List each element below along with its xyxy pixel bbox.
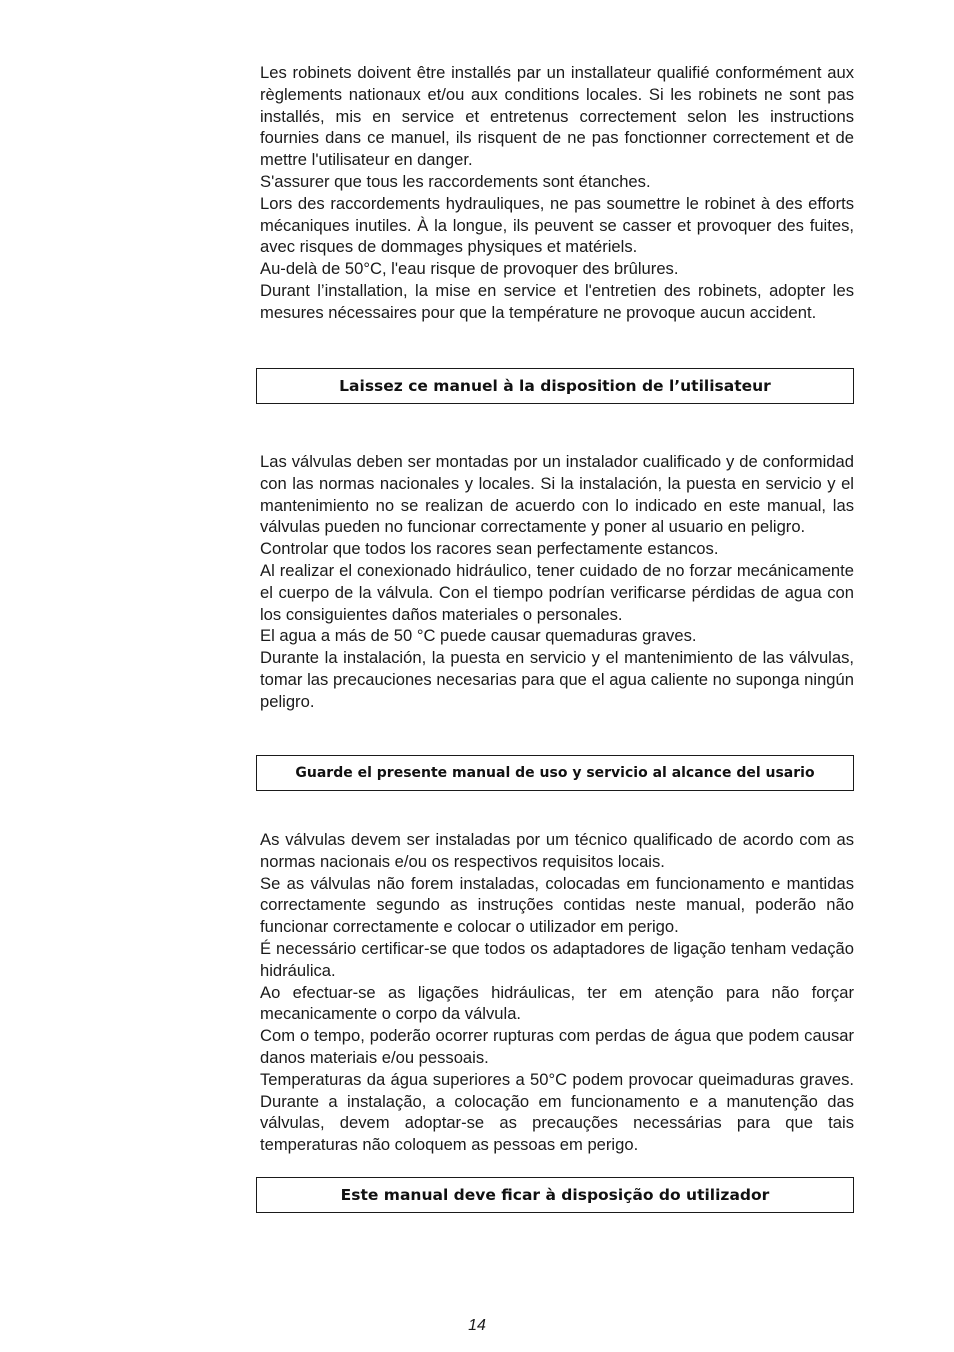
french-paragraph: Au-delà de 50°C, l'eau risque de provoquer des brûlures. <box>260 259 679 279</box>
portuguese-notice-box: Este manual deve ficar à disposição do utilizador <box>256 1177 854 1213</box>
french-section <box>260 62 854 324</box>
french-paragraph: Durant l’installation, la mise en service et l'entretien des robinets, adopter les mesures nécessaires pour que la température ne provoque aucun accident. <box>260 280 854 322</box>
spanish-paragraph: El agua a más de 50 °C puede causar quemaduras graves. <box>260 626 697 646</box>
spanish-paragraph: Las válvulas deben ser montadas por un instalador cualificado y de conformidad con las normas nacionales y locales. Si la instalación, la puesta en servicio y el mantenimiento no se realizan de acuerdo con lo indicado en este manual, las válvulas pueden no funcionar correctamente y poner al usuario en peligro. <box>260 452 854 537</box>
french-notice-box: Laissez ce manuel à la disposition de l’utilisateur <box>256 368 854 404</box>
portuguese-paragraph: Se as válvulas não forem instaladas, colocadas em funcionamento e mantidas correctamente segundo as instruções contidas neste manual, poderão não funcionar correctamente e colocar o utilizador em perigo. <box>260 873 854 937</box>
portuguese-paragraph: Com o tempo, poderão ocorrer rupturas com perdas de água que podem causar danos materiais e/ou pessoais. <box>260 1026 854 1067</box>
french-paragraph: Lors des raccordements hydrauliques, ne pas soumettre le robinet à des efforts mécaniques inutiles. À la longue, ils peuvent se casser et provoquer des fuites, avec risques de dommages physiques et matériels. <box>260 193 854 257</box>
spanish-paragraph: Controlar que todos los racores sean perfectamente estancos. <box>260 539 719 559</box>
portuguese-paragraph: As válvulas devem ser instaladas por um técnico qualificado de acordo com as normas nacionais e/ou os respectivos requisitos locais. <box>260 830 854 871</box>
spanish-section <box>260 451 854 713</box>
portuguese-section <box>260 829 854 1156</box>
french-paragraph: S'assurer que tous les raccordements sont étanches. <box>260 171 651 191</box>
portuguese-paragraph: Ao efectuar-se as ligações hidráulicas, ter em atenção para não forçar mecanicamente o corpo da válvula. <box>260 982 854 1024</box>
page-number: 14 <box>468 1317 486 1334</box>
french-paragraph: Les robinets doivent être installés par un installateur qualifié conformément aux règlements nationaux et/ou aux conditions locales. Si les robinets ne sont pas installés, mis en service et entretenus correctement selon les instructions fournies dans ce manuel, ils risquent de ne pas fonctionner correctement et de mettre l'utilisateur en danger. <box>260 63 854 170</box>
portuguese-paragraph: É necessário certificar-se que todos os adaptadores de ligação tenham vedação hidráulica. <box>260 938 854 980</box>
portuguese-paragraph: Temperaturas da água superiores a 50°C podem provocar queimaduras graves. Durante a instalação, a colocação em funcionamento e a manutenção das válvulas, devem adoptar-se as precauções necessárias para que tais temperaturas não coloquem as pessoas em perigo. <box>260 1069 854 1155</box>
spanish-notice-box: Guarde el presente manual de uso y servicio al alcance del usario <box>256 755 854 791</box>
spanish-paragraph: Al realizar el conexionado hidráulico, tener cuidado de no forzar mecánicamente el cuerpo de la válvula. Con el tiempo podrían verificarse pérdidas de agua con los consiguientes daños materiales o personales. <box>260 560 854 624</box>
spanish-paragraph: Durante la instalación, la puesta en servicio y el mantenimiento de las válvulas, tomar las precauciones necesarias para que el agua caliente no suponga ningún peligro. <box>260 648 854 711</box>
